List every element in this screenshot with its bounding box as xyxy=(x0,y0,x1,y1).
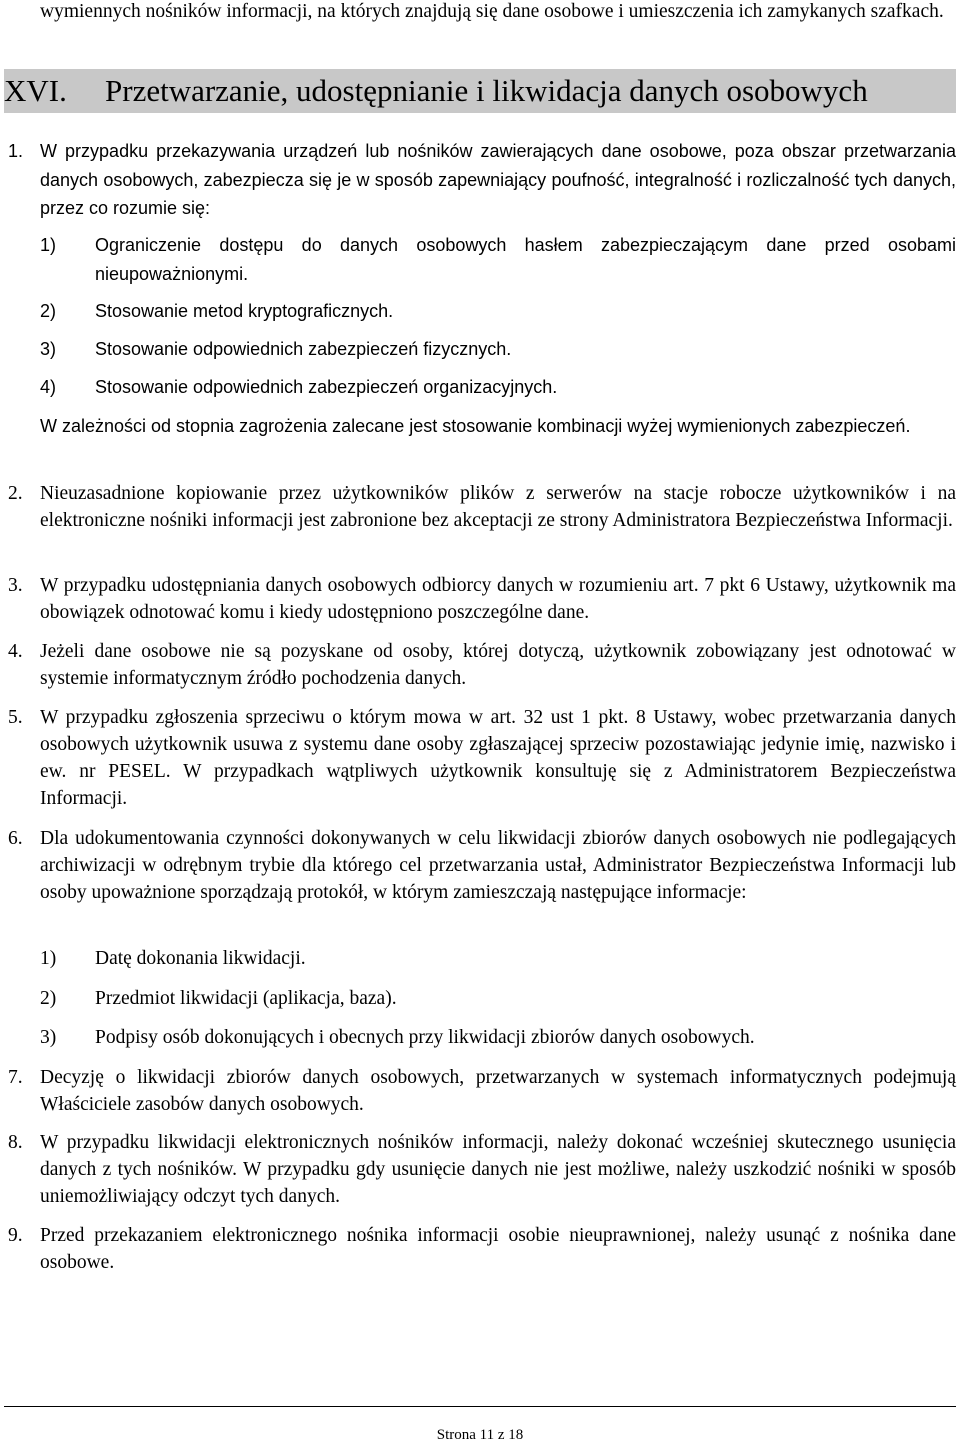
item-1-sub-2-text: Stosowanie metod kryptograficznych. xyxy=(95,301,394,321)
item-1-text: W przypadku przekazywania urządzeń lub nośników zawierających dane osobowe, poza obszar przetwarzania danych osobowych, zabezpiecza się je w sposób zapewniający poufność, integralność i rozliczalność tych danych, przez co rozumie się: xyxy=(40,141,956,218)
footer-divider xyxy=(4,1406,956,1407)
item-6-sub-3-text: Podpisy osób dokonujących i obecnych przy likwidacji zbiorów danych osobowych. xyxy=(95,1027,755,1048)
item-1-sub-2-number: 2) xyxy=(40,301,57,321)
page-number: Strona 11 z 18 xyxy=(436,1427,524,1443)
item-6-number: 6. xyxy=(8,828,23,849)
item-6-sub-1-number: 1) xyxy=(40,948,57,969)
item-6-sub-1-text: Datę dokonania likwidacji. xyxy=(95,948,306,969)
item-8-number: 8. xyxy=(8,1132,23,1153)
item-7-text: Decyzję o likwidacji zbiorów danych osobowych, przetwarzanych w systemach informatycznych podejmują Właściciele zasobów danych osobowych. xyxy=(40,1067,956,1115)
item-4-text: Jeżeli dane osobowe nie są pozyskane od osoby, której dotyczą, użytkownik zobowiązany jest odnotować w systemie informatycznym źródło pochodzenia danych. xyxy=(40,641,956,689)
item-7-number: 7. xyxy=(8,1067,23,1088)
item-1-note: W zależności od stopnia zagrożenia zalecane jest stosowanie kombinacji wyżej wymienionych zabezpieczeń. xyxy=(40,416,911,436)
item-1-sub-4-text: Stosowanie odpowiednich zabezpieczeń organizacyjnych. xyxy=(95,377,558,397)
item-5-text: W przypadku zgłoszenia sprzeciwu o którym mowa w art. 32 ust 1 pkt. 8 Ustawy, wobec przetwarzania danych osobowych użytkownik usuwa z systemu dane osoby zgłaszającej sprzeciw pozostawiając jedynie imię, nazwisko i ew. nr PESEL. W przypadkach wątpliwych użytkownik konsultuję się z Administratorem Bezpieczeństwa Informacji. xyxy=(40,707,956,809)
item-1-sub-1-text: Ograniczenie dostępu do danych osobowych hasłem zabezpieczającym dane przed osobami nieupoważnionymi. xyxy=(95,235,956,284)
item-2-text: Nieuzasadnione kopiowanie przez użytkowników plików z serwerów na stacje robocze użytkowników i na elektroniczne nośniki informacji jest zabronione bez akceptacji ze strony Administratora Bezpieczeństwa Informacji. xyxy=(40,483,956,531)
item-6-sub-2-text: Przedmiot likwidacji (aplikacja, baza). xyxy=(95,988,397,1009)
item-8-text: W przypadku likwidacji elektronicznych nośników informacji, należy dokonać wcześniej skutecznego usunięcia danych z tych nośników. W przypadku gdy usunięcie danych nie jest możliwe, należy uszkodzić nośniki w sposób uniemożliwiający odczyt tych danych. xyxy=(40,1132,956,1207)
item-6-sub-2-number: 2) xyxy=(40,988,57,1009)
item-1-sub-1-number: 1) xyxy=(40,235,57,255)
item-1-sub-4-number: 4) xyxy=(40,377,57,397)
section-number: XVI. xyxy=(4,73,67,108)
item-5-number: 5. xyxy=(8,707,23,728)
item-2-number: 2. xyxy=(8,483,23,504)
item-1-number: 1. xyxy=(8,141,24,161)
item-6-text: Dla udokumentowania czynności dokonywanych w celu likwidacji zbiorów danych osobowych nie podlegających archiwizacji w odrębnym trybie dla którego cel przetwarzania ustał, Administrator Bezpieczeństwa Informacji lub osoby upoważnione sporządzają protokół, w którym zamieszczają następujące informacje: xyxy=(40,828,956,903)
item-9-text: Przed przekazaniem elektronicznego nośnika informacji osobie nieuprawnionej, należy usunąć z nośnika dane osobowe. xyxy=(40,1225,956,1273)
item-1-sub-3-number: 3) xyxy=(40,339,57,359)
intro-continuation: wymiennych nośników informacji, na których znajdują się dane osobowe i umieszczenia ich zamykanych szafkach. xyxy=(40,1,944,22)
item-3-text: W przypadku udostępniania danych osobowych odbiorcy danych w rozumieniu art. 7 pkt 6 Ustawy, użytkownik ma obowiązek odnotować komu i kiedy udostępniono poszczególne dane. xyxy=(40,575,956,623)
item-3-number: 3. xyxy=(8,575,23,596)
item-9-number: 9. xyxy=(8,1225,23,1246)
item-6-sub-3-number: 3) xyxy=(40,1027,57,1048)
item-1-sub-3-text: Stosowanie odpowiednich zabezpieczeń fizycznych. xyxy=(95,339,512,359)
item-4-number: 4. xyxy=(8,641,23,662)
section-title: Przetwarzanie, udostępnianie i likwidacja danych osobowych xyxy=(105,73,868,108)
